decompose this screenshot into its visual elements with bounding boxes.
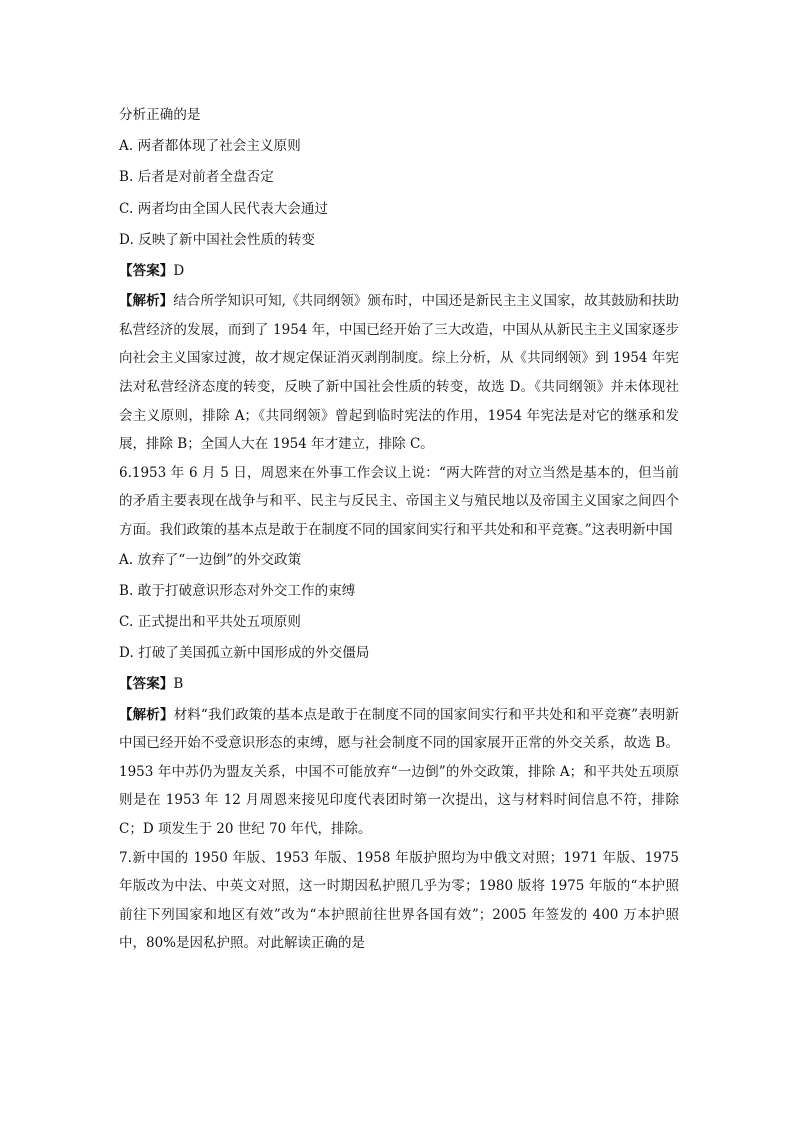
document-page: [119, 100, 679, 958]
q6-analysis-label: 【解析】: [119, 706, 174, 723]
q5-option-a: A. 两者都体现了社会主义原则: [119, 138, 301, 155]
q5-option-c: C. 两者均由全国人民代表大会通过: [119, 200, 329, 217]
q5-analysis-text: 结合所学知识可知,《共同纲领》颁布时，中国还是新民主主义国家，故其鼓励和扶助私营经济的发展，而到了 1954 年，中国已经开始了三大改造，中国从从新民主主义国家逐步向社会主义国家过渡，故才规定保证消灭剥削制度。综上分析，从《共同纲领》到 1954 年宪法对私营经济态度的转变，反映了新中国社会性质的转变，故选 D。《共同纲领》并未体现社会主义原则，排除 A；《共同纲领》曾起到临时宪法的作用，1954 年宪法是对它的继承和发展，排除 B；全国人大在 1954 年才建立，排除 C。: [119, 293, 679, 453]
q6-stem: 6.1953 年 6 月 5 日，周恩来在外事工作会议上说：“两大阵营的对立当然是基本的，但当前的矛盾主要表现在战争与和平、民主与反民主、帝国主义与殖民地以及帝国主义国家之间四个方面。我们政策的基本点是敢于在制度不同的国家间实行和平共处和和平竞赛。”这表明新中国: [119, 464, 679, 538]
q6-option-b: B. 敢于打破意识形态对外交工作的束缚: [119, 582, 356, 599]
q6-analysis: [119, 701, 679, 844]
q5-answer-value: D: [173, 263, 185, 280]
q6-answer: [119, 669, 679, 700]
q5-option-d: D. 反映了新中国社会性质的转变: [119, 231, 316, 248]
q5-analysis: [119, 287, 679, 459]
q6-option-c: C. 正式提出和平共处五项原则: [119, 613, 301, 630]
q5-answer-label: 【答案】: [119, 263, 174, 280]
q5-analysis-label: 【解析】: [119, 293, 174, 310]
q6-answer-label: 【答案】: [119, 676, 174, 693]
q7-stem: 7.新中国的 1950 年版、1953 年版、1958 年版护照均为中俄文对照；1971 年版、1975 年版改为中法、中英文对照，这一时期因私护照几乎为零；1980 版将 1975 年版的“本护照前往下列国家和地区有效”改为“本护照前往世界各国有效”；2005 年签发的 400 万本护照中，80%是因私护照。对此解读正确的是: [119, 849, 679, 952]
q5-option-b: B. 后者是对前者全盘否定: [119, 169, 274, 186]
q6-answer-value: B: [173, 676, 184, 693]
q5-answer: [119, 256, 679, 287]
q6-option-d: D. 打破了美国孤立新中国形成的外交僵局: [119, 645, 370, 662]
q6-analysis-text: 材料“我们政策的基本点是敢于在制度不同的国家间实行和平共处和和平竞赛”表明新中国已经开始不受意识形态的束缚，愿与社会制度不同的国家展开正常的外交关系，故选 B。1953 年中苏仍为盟友关系，中国不可能放弃“一边倒”的外交政策，排除 A；和平共处五项原则是在 1953 年 12 月周恩来接见印度代表团时第一次提出，这与材料时间信息不符，排除 C；D 项发生于 20 世纪 70 年代，排除。: [119, 706, 679, 837]
q5-stem-tail: 分析正确的是: [119, 107, 201, 123]
q6-option-a: A. 放弃了“一边倒”的外交政策: [119, 551, 302, 568]
